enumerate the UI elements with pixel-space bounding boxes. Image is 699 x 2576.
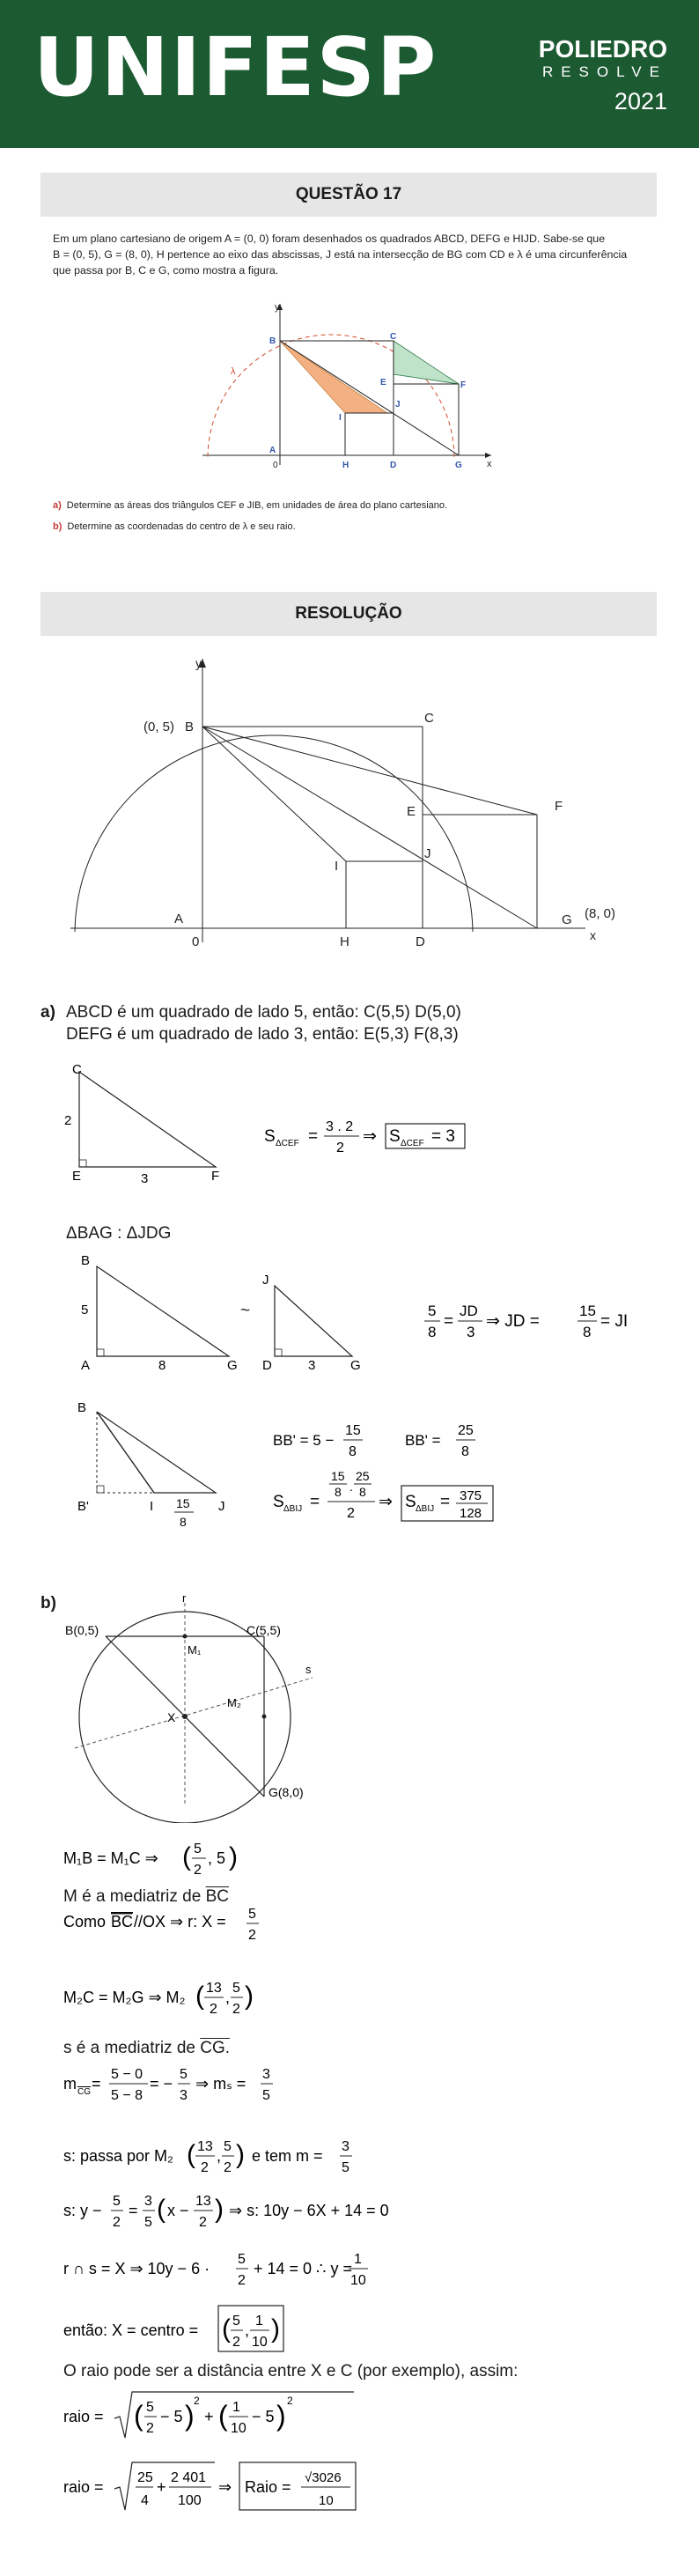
b6-eq: = (92, 2075, 101, 2093)
b13-d2: 100 (178, 2493, 202, 2508)
similarity-statement: ΔBAG : ΔJDG (66, 1224, 172, 1243)
area-bij-arrow: ⇒ (379, 1493, 393, 1511)
area-bij-box-sub: ΔBIJ (416, 1504, 435, 1514)
svg-text:(: ( (187, 2140, 195, 2169)
svg-text:): ) (276, 2400, 286, 2432)
b-line-13 (63, 2457, 451, 2519)
b13-res: Raio = (245, 2478, 291, 2496)
b13-plus: + (157, 2478, 166, 2496)
svg-text:,: , (217, 2147, 222, 2165)
res-h: H (340, 934, 350, 949)
b7-d1: 2 (201, 2160, 209, 2175)
b3-n: 5 (248, 1907, 256, 1922)
b3a: Como (63, 1913, 107, 1930)
b4-n1: 13 (206, 1981, 222, 1996)
fig-y-label: y (275, 302, 280, 313)
res-x-label: x (590, 928, 596, 942)
bag-a: A (81, 1358, 91, 1373)
area-bij-den: 2 (347, 1506, 355, 1521)
b8-n3: 13 (195, 2194, 211, 2209)
circle-m1-label: M₁ (188, 1643, 202, 1657)
res-b-coord: (0, 5) (143, 720, 175, 734)
item-a-label: a) (53, 500, 62, 511)
b6-d1: 5 − 8 (111, 2088, 143, 2103)
publisher-sub: RESOLVE (541, 63, 667, 80)
b12-n1: 5 (146, 2400, 154, 2415)
b-line-11: O raio pode ser a distância entre X e C (por exemplo), assim: (63, 2362, 519, 2380)
res-e: E (407, 804, 416, 819)
b12-d2: 10 (231, 2421, 246, 2436)
a-line2: DEFG é um quadrado de lado 3, então: E(5,3) F(8,3) (66, 1025, 459, 1044)
jdg-side-h: 3 (308, 1358, 316, 1373)
b9-d1: 2 (238, 2273, 246, 2288)
b7-d3: 5 (342, 2160, 350, 2175)
b13-n1: 25 (137, 2470, 153, 2485)
svg-text:.: . (350, 1480, 353, 1494)
item-a-text: Determine as áreas dos triângulos CEF e JIB, em unidades de área do plano cartesiano. (66, 500, 448, 511)
b9-n1: 5 (238, 2252, 246, 2267)
fig-c: C (390, 332, 397, 342)
area-cef-box-sub: ΔCEF (401, 1139, 424, 1148)
b5-seg: CG. (200, 2039, 231, 2057)
b6-n1: 5 − 0 (111, 2067, 143, 2082)
b8-tail: ⇒ s: 10y − 6X + 14 = 0 (229, 2202, 389, 2219)
a-line1: ABCD é um quadrado de lado 5, então: C(5,5) D(5,0) (66, 1003, 461, 1022)
ratio-d3: 8 (583, 1324, 592, 1340)
question-title: QUESTÃO 17 (40, 173, 657, 217)
b-line-4 (63, 1971, 345, 2024)
area-cef-num: 3 . 2 (326, 1119, 354, 1134)
b12-exp1: 2 (194, 2395, 200, 2407)
res-g-coord: (8, 0) (585, 906, 616, 921)
bij-j: J (218, 1499, 225, 1514)
res-c: C (424, 711, 434, 726)
ratio-arrow: ⇒ JD = (486, 1312, 540, 1331)
res-f: F (555, 799, 563, 814)
area-bij-s: S (273, 1493, 284, 1511)
b9-mid: + 14 = 0 ∴ y = (254, 2260, 353, 2277)
bag-side-h: 8 (158, 1358, 166, 1373)
triangle-jdg (255, 1268, 396, 1374)
b-line-5 (63, 2039, 230, 2058)
svg-text:,: , (225, 1989, 231, 2006)
b7-n2: 5 (224, 2139, 232, 2154)
svg-text:(: ( (218, 2400, 228, 2432)
b6-arrow: ⇒ mₛ = (195, 2075, 246, 2093)
b8-lhs: s: y − (63, 2202, 102, 2219)
svg-text:(: ( (182, 1842, 191, 1871)
b-line-7 (63, 2129, 433, 2182)
item-a (53, 500, 447, 511)
fig-g: G (455, 461, 462, 470)
svg-text:): ) (271, 2314, 280, 2343)
b-line-1 (63, 1832, 327, 1885)
b12-n2: 1 (232, 2400, 240, 2415)
b4-text: M₂C = M₂G ⇒ M₂ (63, 1989, 186, 2006)
fig-j: J (395, 400, 401, 410)
b10-lhs: então: X = centro = (63, 2321, 199, 2339)
b-line-8 (63, 2184, 486, 2237)
resolution-figure (0, 652, 699, 969)
svg-text:(: ( (134, 2400, 143, 2432)
part-b-label: b) (40, 1594, 56, 1613)
cef-side-v: 2 (64, 1113, 72, 1128)
circle-c-label: C(5,5) (246, 1623, 281, 1637)
b6-d3: 5 (262, 2088, 270, 2103)
svg-text:): ) (236, 2140, 245, 2169)
circle-b-label: B(0,5) (65, 1623, 99, 1637)
fig-i: I (339, 413, 342, 423)
res-i: I (335, 859, 339, 874)
year-label: 2021 (614, 88, 667, 114)
ratio-n3: 15 (579, 1303, 596, 1319)
bbp-formulas (273, 1413, 519, 1466)
bij-i: I (150, 1499, 154, 1514)
fig-d: D (390, 461, 397, 470)
area-cef-box-s: S (389, 1127, 401, 1146)
b6-d2: 3 (180, 2088, 188, 2103)
bij-bp: B' (77, 1499, 89, 1514)
res-b: B (185, 720, 195, 734)
area-cef-eq: = (308, 1127, 319, 1146)
bbp1-d: 8 (349, 1444, 357, 1459)
b12-m2: − 5 (252, 2408, 275, 2425)
b9-d2: 10 (350, 2273, 366, 2288)
cef-side-h: 3 (141, 1171, 149, 1185)
b3b: //OX ⇒ r: X = (134, 1913, 226, 1930)
area-cef-s: S (264, 1127, 276, 1146)
area-bij-ad: 8 (335, 1485, 342, 1499)
jdg-d: D (262, 1358, 272, 1373)
b1-d: 2 (194, 1863, 202, 1878)
bbp1-n: 15 (345, 1423, 361, 1438)
area-cef-sub: ΔCEF (276, 1139, 299, 1148)
b3-d: 2 (248, 1928, 256, 1943)
res-y-label: y (195, 656, 202, 670)
item-b-text: Determine as coordenadas do centro de λ e seu raio. (67, 521, 296, 532)
b-line-6 (63, 2057, 345, 2110)
statement-line: B = (0, 5), G = (8, 0), H pertence ao eixo das abscissas, J está na intersecção de BG com CD e λ é uma circunferência (53, 248, 628, 261)
b12-exp2: 2 (287, 2395, 293, 2407)
bag-b: B (81, 1253, 91, 1268)
b8-x: x − (167, 2202, 189, 2219)
b2-seg: $\overline{BC}$ (205, 1887, 229, 1906)
area-bij-rn: 375 (460, 1488, 482, 1503)
b13-lhs: raio = (63, 2478, 104, 2496)
b12-d1: 2 (146, 2421, 154, 2436)
area-cef-formula (264, 1110, 528, 1163)
area-bij-bd: 8 (359, 1485, 366, 1499)
statement-line: que passa por B, C e G, como mostra a figura. (53, 264, 279, 277)
ratio-n2: JD (460, 1303, 478, 1319)
b8-d1: 2 (113, 2215, 121, 2230)
b10-d2: 10 (252, 2335, 268, 2350)
b12-m1: − 5 (160, 2408, 183, 2425)
circle-g-label: G(8,0) (269, 1785, 304, 1799)
b7-n3: 3 (342, 2139, 350, 2154)
b8-n1: 5 (113, 2194, 121, 2209)
cef-c: C (72, 1062, 82, 1077)
bbp2-n: 25 (458, 1423, 474, 1438)
circle-s-label: s (305, 1663, 312, 1676)
b13-arrow: ⇒ (218, 2478, 232, 2496)
fig-e: E (380, 378, 386, 388)
b-line-9 (63, 2242, 486, 2295)
b4-d2: 2 (232, 2002, 240, 2017)
cef-f: F (211, 1169, 220, 1184)
fig-a: A (269, 446, 276, 455)
ratio-d2: 3 (467, 1324, 475, 1340)
res-d: D (416, 934, 425, 949)
area-bij-eq: = (310, 1493, 320, 1511)
b12-lhs: raio = (63, 2408, 104, 2425)
b1-text: M₁B = M₁C ⇒ (63, 1849, 158, 1867)
b1-tail: , 5 (208, 1849, 226, 1867)
b8-d3: 2 (199, 2215, 207, 2230)
b-line-12 (63, 2387, 433, 2445)
b9-n2: 1 (354, 2252, 362, 2267)
b7-d2: 2 (224, 2160, 232, 2175)
triangle-bij (70, 1396, 246, 1537)
b6-eq2: = − (150, 2075, 173, 2093)
part-a-label: a) (40, 1003, 55, 1022)
circle-figure (53, 1594, 343, 1823)
area-cef-result: = 3 (431, 1127, 455, 1146)
b5-text: s é a mediatriz de (63, 2039, 201, 2057)
res-a: A (174, 912, 184, 926)
b9-lhs: r ∩ s = X ⇒ 10y − 6 · (63, 2260, 210, 2277)
res-origin: 0 (192, 934, 200, 949)
fig-h: H (342, 461, 350, 470)
bbp2-lhs: BB' = (405, 1432, 441, 1449)
area-bij-an: 15 (331, 1469, 345, 1483)
brand-logo: UNIFESP (33, 20, 438, 114)
circle-m2-label: M₂ (227, 1696, 241, 1709)
bag-side-v: 5 (81, 1303, 89, 1318)
cef-e: E (72, 1169, 82, 1184)
b6-n3: 3 (262, 2067, 270, 2082)
svg-text:): ) (185, 2400, 195, 2432)
statement-line: Em um plano cartesiano de origem A = (0, 0) foram desenhados os quadrados ABCD, DEFG e HIJD. Sabe-se que (53, 233, 606, 245)
bag-g: G (227, 1358, 238, 1373)
item-b-label: b) (53, 521, 63, 532)
area-bij-formula (273, 1466, 537, 1537)
b13-rd: 10 (319, 2493, 334, 2508)
svg-text:(: ( (222, 2314, 231, 2343)
fig-b: B (269, 336, 276, 346)
similar-tilde: ~ (240, 1302, 251, 1320)
fig-x-label: x (487, 459, 492, 469)
publisher-name: POLIEDRO (538, 35, 667, 63)
fig-f: F (460, 380, 467, 390)
ratio-d1: 8 (428, 1324, 437, 1340)
area-bij-rd: 128 (460, 1506, 482, 1521)
res-j: J (424, 846, 431, 861)
jdg-j: J (262, 1273, 269, 1288)
circle-r-label: r (182, 1594, 187, 1605)
b7-lhs: s: passa por M₂ (63, 2147, 174, 2165)
svg-text:): ) (245, 1982, 254, 2011)
svg-text:): ) (229, 1842, 238, 1871)
triangle-bag (70, 1251, 246, 1374)
svg-text:(: ( (157, 2195, 166, 2224)
area-bij-bn: 25 (356, 1469, 370, 1483)
bij-d: 8 (180, 1515, 187, 1529)
bbp2-d: 8 (461, 1444, 469, 1459)
fig-origin: 0 (273, 461, 278, 470)
b4-n2: 5 (232, 1981, 240, 1996)
b6-m: m (63, 2075, 77, 2093)
resolution-title: RESOLUÇÃO (40, 592, 657, 636)
b6-n2: 5 (180, 2067, 188, 2082)
b13-d1: 4 (141, 2493, 149, 2508)
area-cef-arrow: ⇒ (363, 1127, 377, 1146)
svg-text:): ) (215, 2195, 224, 2224)
svg-text:=: = (440, 1493, 451, 1511)
question-figure (0, 0, 699, 493)
b8-eq: = (129, 2202, 138, 2219)
ratio-formula (423, 1295, 651, 1347)
b8-d2: 5 (144, 2215, 152, 2230)
b8-n2: 3 (144, 2194, 152, 2209)
res-g: G (562, 912, 572, 927)
area-bij-box-s: S (405, 1493, 416, 1511)
b13-n2: 2 401 (171, 2470, 207, 2485)
b10-n1: 5 (232, 2314, 240, 2329)
triangle-cef (62, 1061, 238, 1185)
svg-text:,: , (245, 2321, 250, 2339)
item-b (53, 521, 296, 532)
bij-n: 15 (176, 1496, 190, 1510)
b7-n1: 13 (197, 2139, 213, 2154)
svg-text:=: = (444, 1312, 454, 1331)
bij-b: B (77, 1400, 87, 1415)
bbp1-lhs: BB' = 5 − (273, 1432, 335, 1449)
ratio-tail: = JI (600, 1312, 629, 1331)
area-bij-sub: ΔBIJ (283, 1504, 303, 1514)
jdg-g: G (350, 1358, 361, 1373)
b-line-10 (63, 2302, 433, 2357)
b6-sub: CG (77, 2087, 91, 2097)
circle-x-label: X (167, 1710, 176, 1724)
b2-text: M é a mediatriz de (63, 1887, 206, 1906)
b10-d1: 2 (232, 2335, 240, 2350)
b4-d1: 2 (210, 2002, 217, 2017)
area-cef-den: 2 (336, 1140, 344, 1155)
b1-n: 5 (194, 1842, 202, 1856)
ratio-n1: 5 (428, 1303, 437, 1319)
b7-mid: e tem m = (252, 2147, 323, 2165)
b13-rn: √3026 (305, 2470, 342, 2485)
svg-text:(: ( (195, 1982, 204, 2011)
fig-lambda: λ (231, 366, 236, 377)
svg-text:+: + (204, 2408, 214, 2425)
b10-n2: 1 (255, 2314, 263, 2329)
b3-seg: BC (111, 1913, 134, 1930)
b-line-3 (63, 1904, 327, 1953)
